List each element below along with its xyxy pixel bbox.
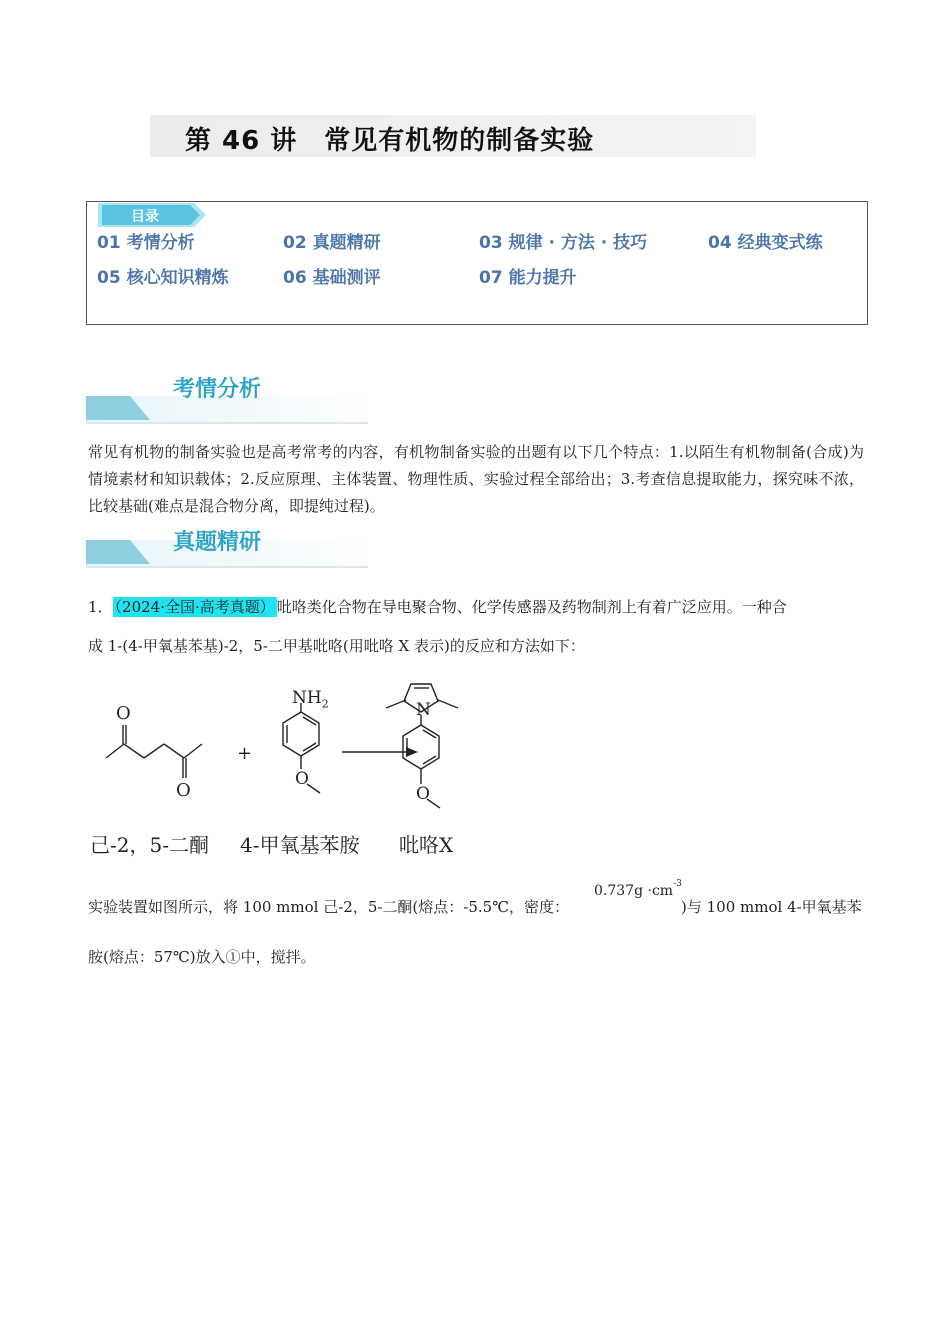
amine-label: $NH_2$ bbox=[292, 688, 329, 711]
question-text-1: 吡咯类化合物在导电聚合物、化学传感器及药物制剂上有着广泛应用。一种合 bbox=[276, 598, 787, 616]
atom-label-o: O bbox=[416, 784, 430, 804]
toc-item-methods[interactable]: 03 规律 · 方法 · 技巧 bbox=[479, 233, 648, 253]
compound-label-anisidine: 4-甲氧基苯胺 bbox=[240, 833, 360, 857]
section-title-real: 真题精研 bbox=[173, 530, 262, 555]
section-title-analysis: 考情分析 bbox=[173, 377, 262, 402]
experiment-line-1b: )与 100 mmol 4-甲氧基苯 bbox=[681, 898, 862, 916]
density-value: $0.737g \cdot cm^{-3}$ bbox=[594, 879, 682, 899]
experiment-line-1a: 实验装置如图所示，将 100 mmol 己-2，5-二酮(熔点：-5.5℃，密度： bbox=[88, 898, 569, 916]
toc-item-analysis[interactable]: 01 考情分析 bbox=[97, 233, 195, 253]
toc-item-core[interactable]: 05 核心知识精炼 bbox=[97, 268, 229, 288]
toc-tag-label: 目录 bbox=[131, 209, 159, 225]
plus-sign: + bbox=[237, 743, 253, 764]
toc-item-ability[interactable]: 07 能力提升 bbox=[479, 268, 577, 288]
compound-label-dione: 己-2，5-二酮 bbox=[90, 833, 209, 857]
atom-label-n: N bbox=[416, 700, 431, 720]
arrow-head bbox=[406, 747, 418, 757]
toc-item-real[interactable]: 02 真题精研 bbox=[283, 233, 381, 253]
question-number: 1． bbox=[88, 598, 113, 616]
question-source-badge: （2024·全国·高考真题） bbox=[114, 598, 275, 616]
analysis-paragraph: 常见有机物的制备实验也是高考常考的内容，有机物制备实验的出题有以下几个特点：1.以陌生有机物制备(合成)为情境素材和知识载体；2.反应原理、主体装置、物理性质、实验过程全部给出；3.考查信息提取能力，探究味不浓，比较基础(难点是混合物分离，即提纯过程)。 bbox=[88, 443, 864, 515]
atom-label-o: O bbox=[176, 780, 191, 801]
toc-item-variants[interactable]: 04 经典变式练 bbox=[708, 233, 823, 253]
page-title: 第 46 讲 常见有机物的制备实验 bbox=[185, 126, 595, 156]
atom-label-o: O bbox=[295, 769, 309, 789]
experiment-line-2: 胺(熔点：57℃)放入①中，搅拌。 bbox=[88, 948, 316, 966]
question-line-2: 成 1-(4-甲氧基苯基)-2，5-二甲基吡咯(用吡咯 X 表示)的反应和方法如下： bbox=[88, 637, 585, 655]
question-line-1 bbox=[88, 596, 787, 617]
compound-label-pyrrole: 吡咯X bbox=[399, 833, 454, 857]
atom-label-o: O bbox=[116, 703, 131, 724]
toc-item-basic[interactable]: 06 基础测评 bbox=[283, 268, 381, 288]
